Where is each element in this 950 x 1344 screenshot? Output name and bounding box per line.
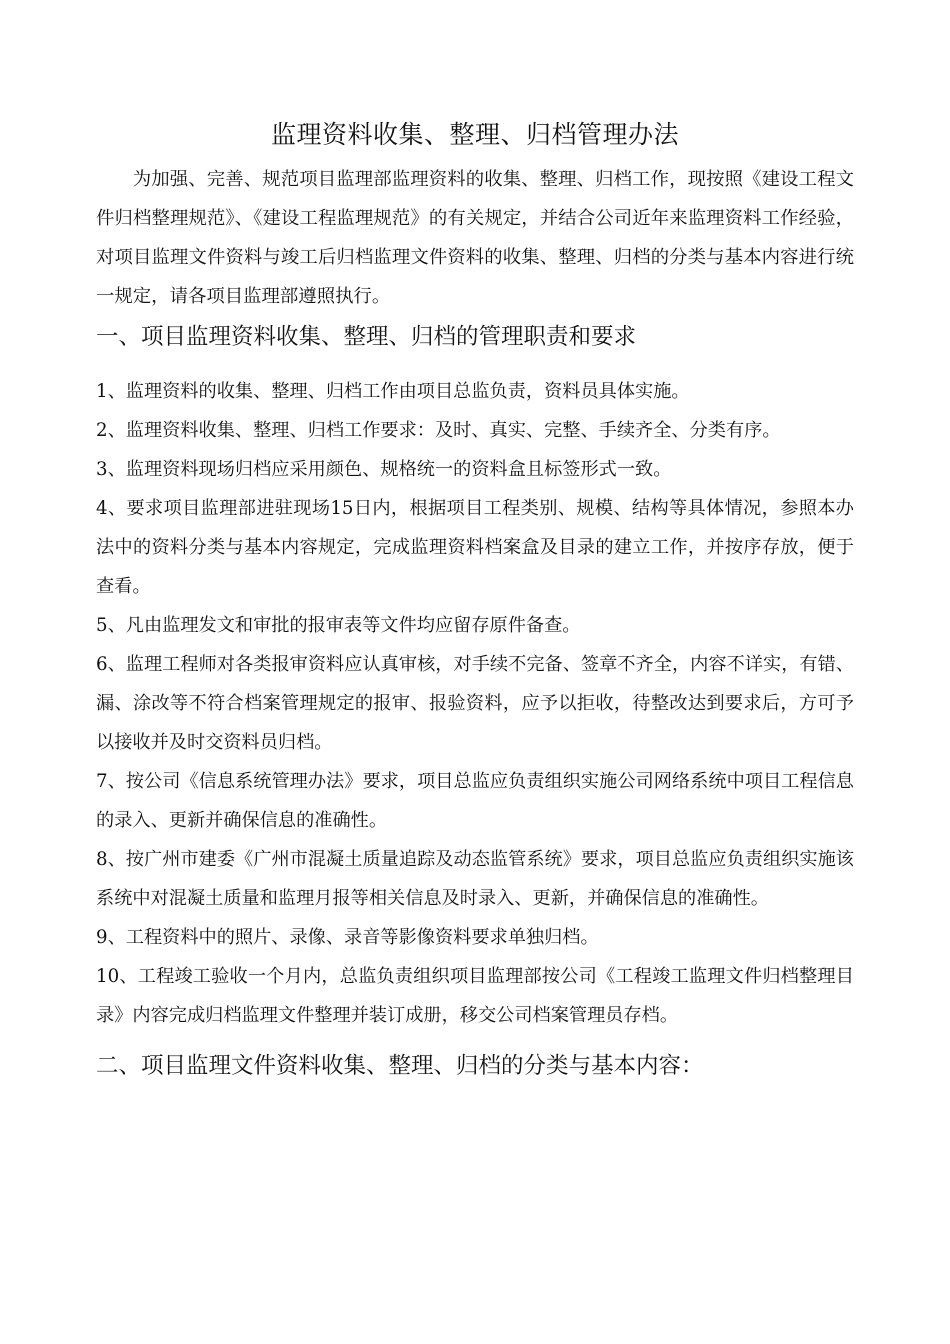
section-1-heading: 一、项目监理资料收集、整理、归档的管理职责和要求 [96,324,637,350]
section-2-heading: 二、项目监理文件资料收集、整理、归档的分类与基本内容： [96,1053,704,1079]
list-item: 8、按广州市建委《广州市混凝土质量追踪及动态监管系统》要求，项目总监应负责组织实施该系统中对混凝土质量和监理月报等相关信息及时录入、更新，并确保信息的准确性。 [96,849,854,909]
list-item: 6、监理工程师对各类报审资料应认真审核，对手续不完备、签章不齐全，内容不详实，有错、漏、涂改等不符合档案管理规定的报审、报验资料，应予以拒收，待整改达到要求后，方可予以接收并及时交资料员归档。 [96,654,854,753]
list-item: 5、凡由监理发文和审批的报审表等文件均应留存原件备查。 [96,615,581,636]
list-item: 7、按公司《信息系统管理办法》要求，项目总监应负责组织实施公司网络系统中项目工程信息的录入、更新并确保信息的准确性。 [96,771,854,831]
list-item: 2、监理资料收集、整理、归档工作要求：及时、真实、完整、手续齐全、分类有序。 [96,420,781,441]
list-item: 1、监理资料的收集、整理、归档工作由项目总监负责，资料员具体实施。 [96,381,690,402]
document-title: 监理资料收集、整理、归档管理办法 [270,120,679,149]
list-item: 4、要求项目监理部进驻现场15日内，根据项目工程类别、规模、结构等具体情况，参照本办法中的资料分类与基本内容规定，完成监理资料档案盒及目录的建立工作，并按序存放，便于查看。 [96,498,854,597]
intro-paragraph: 为加强、完善、规范项目监理部监理资料的收集、整理、归档工作，现按照《建设工程文件归档整理规范》、《建设工程监理规范》的有关规定，并结合公司近年来监理资料工作经验，对项目监理文件资料与竣工后归档监理文件资料的收集、整理、归档的分类与基本内容进行统一规定，请各项目监理部遵照执行。 [96,169,854,307]
list-item: 3、监理资料现场归档应采用颜色、规格统一的资料盒且标签形式一致。 [96,459,672,480]
list-item: 9、工程资料中的照片、录像、录音等影像资料要求单独归档。 [96,927,599,948]
list-item: 10、工程竣工验收一个月内，总监负责组织项目监理部按公司《工程竣工监理文件归档整理目录》内容完成归档监理文件整理并装订成册，移交公司档案管理员存档。 [96,966,854,1026]
